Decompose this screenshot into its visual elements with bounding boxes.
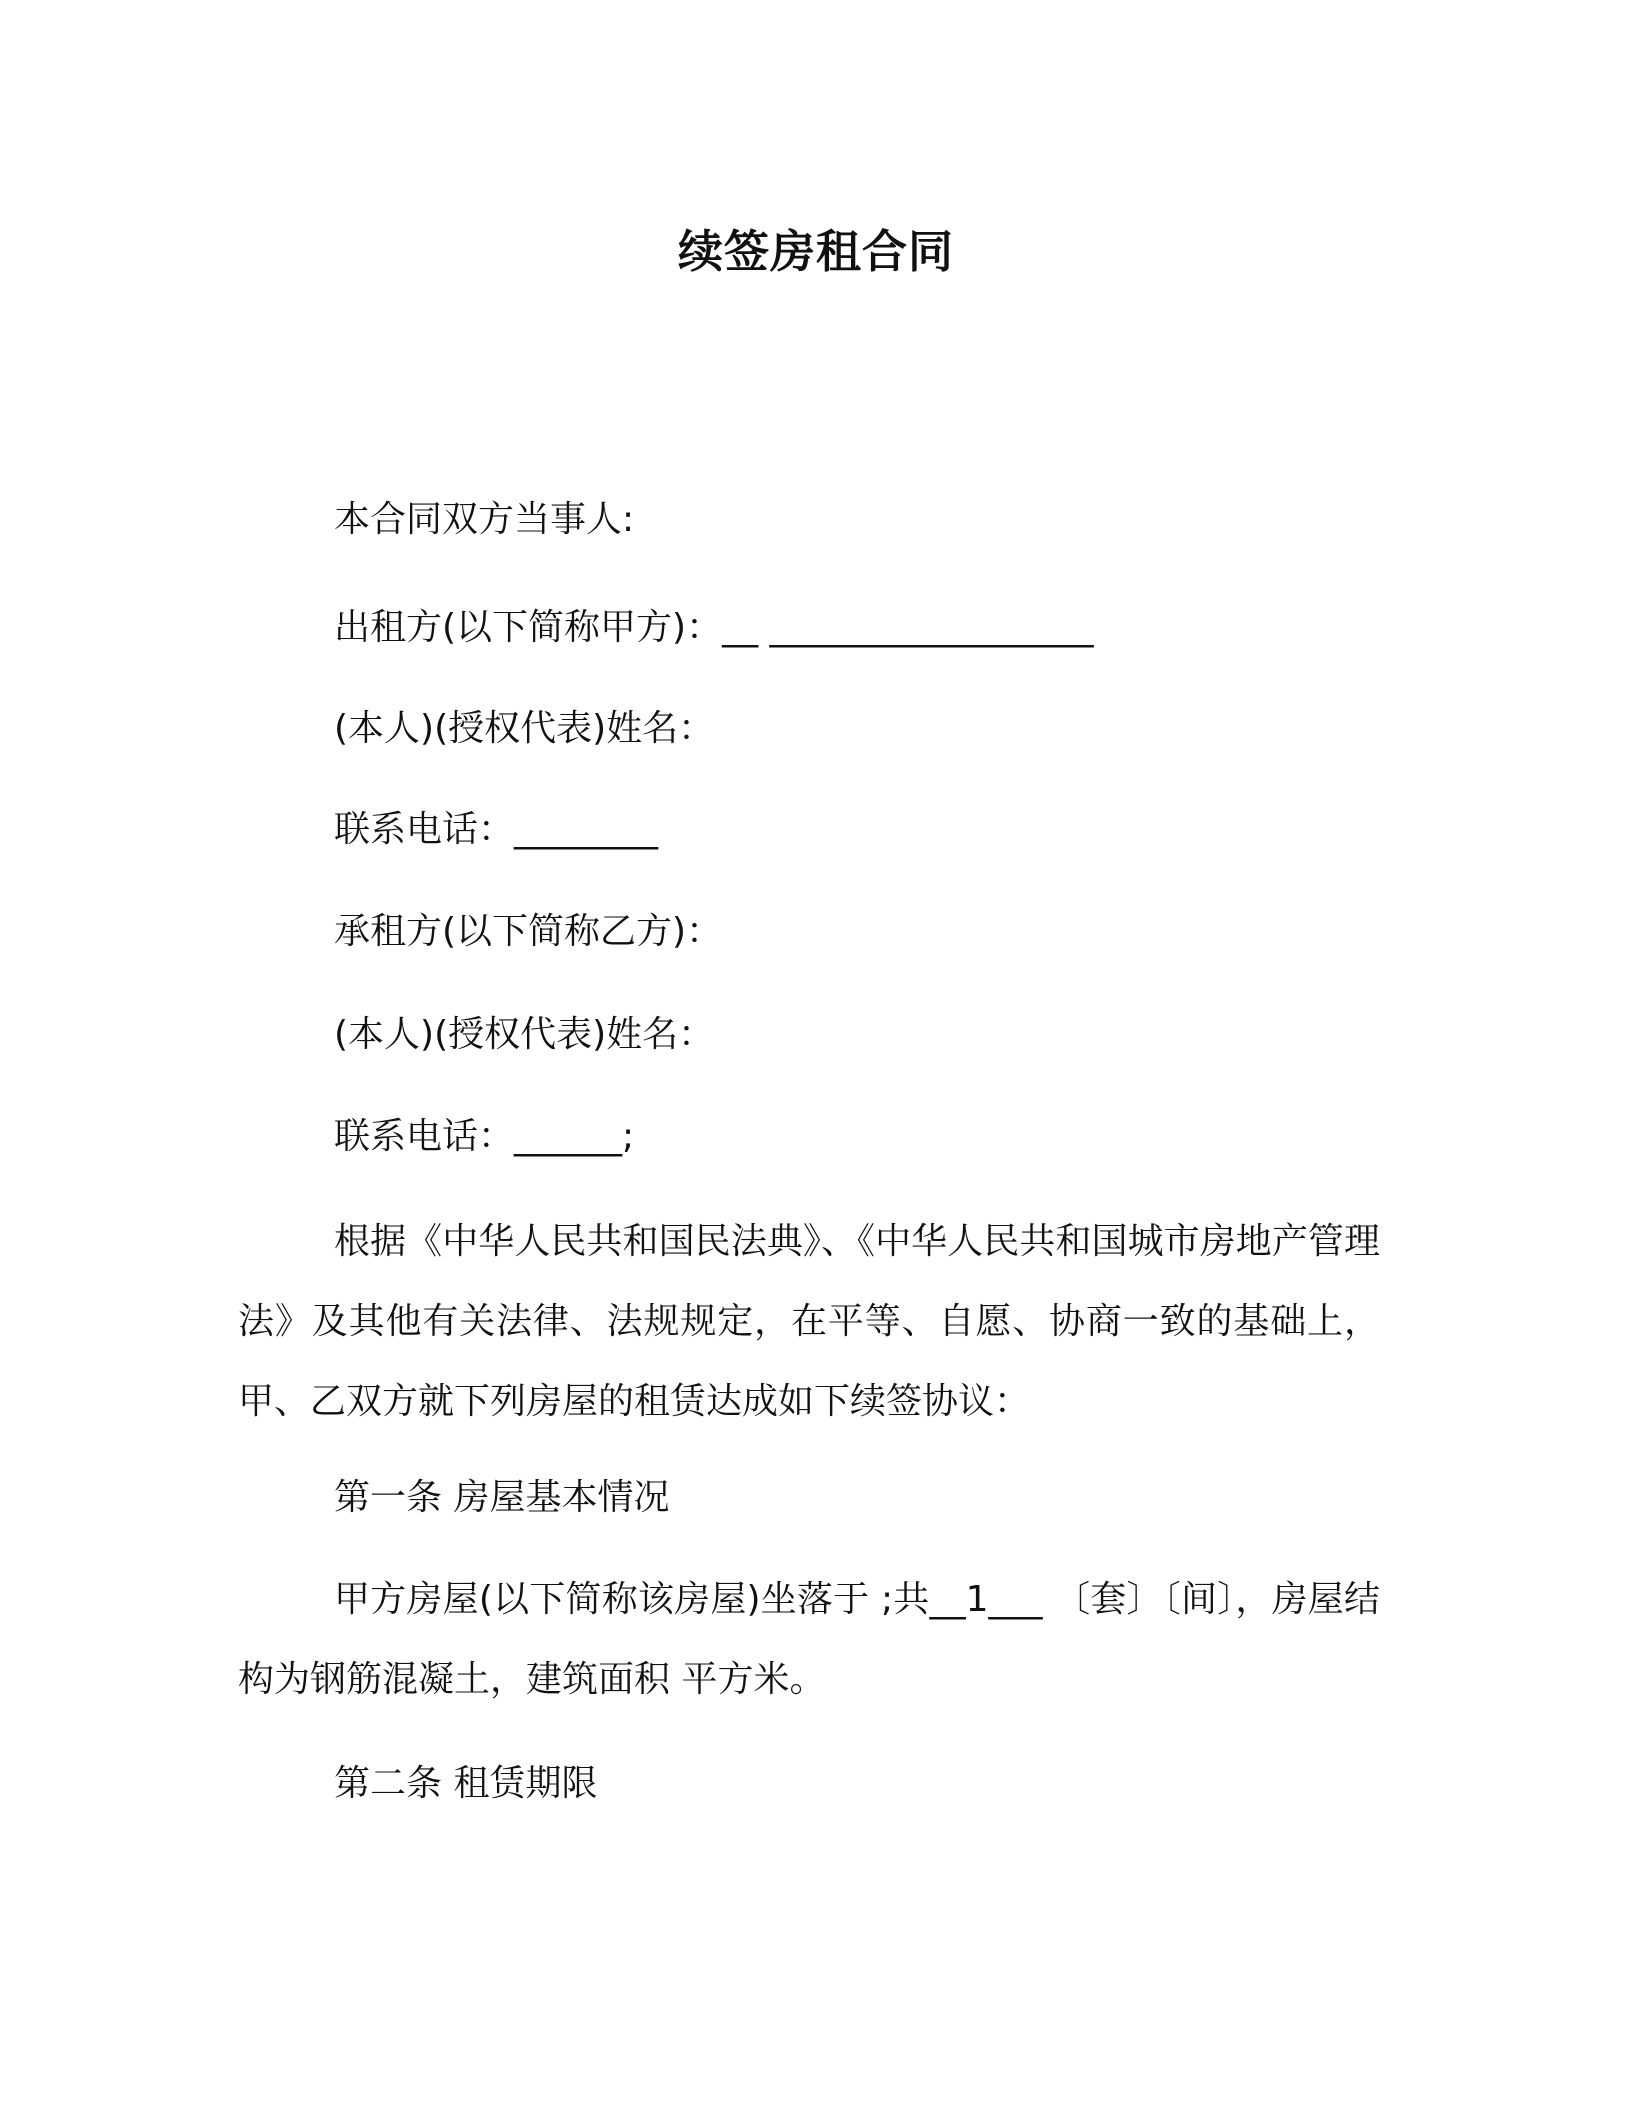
lessee-representative-line: (本人)(授权代表)姓名：: [334, 1014, 715, 1055]
lessee-line: 承租方(以下简称乙方)：: [334, 911, 723, 952]
parties-intro: 本合同双方当事人:: [334, 499, 635, 540]
lessor-phone-line: 联系电话：________: [334, 809, 659, 850]
article-1-heading: 第一条 房屋基本情况: [334, 1477, 670, 1518]
legal-basis-paragraph: 根据《中华人民共和国民法典》、《中华人民共和国城市房地产管理法》及其他有关法律、法规规定，在平等、自愿、协商一致的基础上，甲、乙双方就下列房屋的租赁达成如下续签协议：: [238, 1221, 1380, 1422]
lessee-phone-line: 联系电话：______;: [334, 1116, 635, 1157]
house-description-paragraph: 甲方房屋(以下简称该房屋)坐落于 ;共__1___ 〔套〕〔间〕，房屋结构为钢筋混凝土，建筑面积 平方米。: [238, 1579, 1380, 1700]
lessor-representative-line: (本人)(授权代表)姓名：: [334, 708, 715, 749]
article-2-heading: 第二条 租赁期限: [334, 1763, 598, 1804]
document-title: 续签房租合同: [677, 225, 954, 278]
lessor-line: 出租方(以下简称甲方)：__ __________________: [334, 607, 1094, 648]
